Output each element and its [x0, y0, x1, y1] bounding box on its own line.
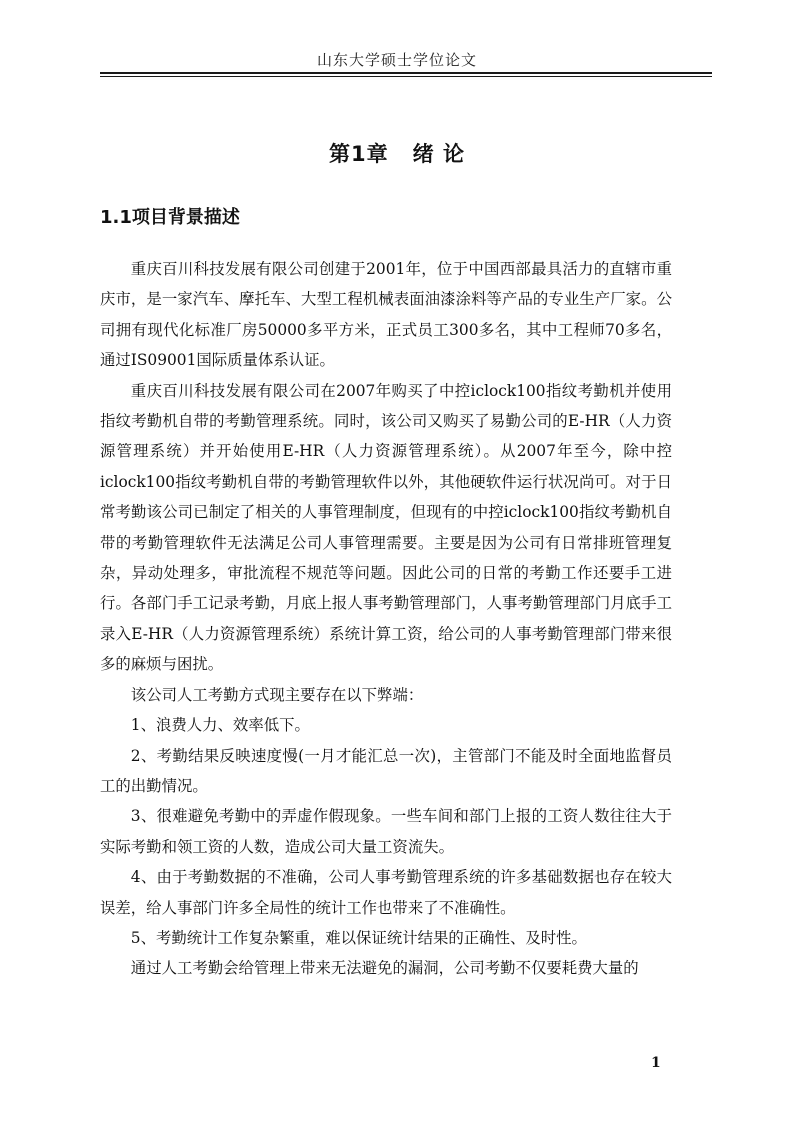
body-text — [100, 254, 672, 984]
running-header: 山东大学硕士学位论文 — [316, 51, 477, 69]
paragraph: 通过人工考勤会给管理上带来无法避免的漏洞，公司考勤不仅要耗费大量的 — [130, 959, 639, 978]
paragraph: 重庆百川科技发展有限公司创建于2001年，位于中国西部最具活力的直辖市重庆市，是一家汽车、摩托车、大型工程机械表面油漆涂料等产品的专业生产厂家。公司拥有现代化标准厂房50000多平方米，正式员工300多名，其中工程师70多名，通过IS09001国际质量体系认证。 — [100, 260, 672, 370]
list-item: 4、由于考勤数据的不准确，公司人事考勤管理系统的许多基础数据也存在较大误差，给人事部门许多全局性的统计工作也带来了不准确性。 — [100, 868, 672, 917]
header-rule-thin — [100, 76, 712, 77]
paragraph: 重庆百川科技发展有限公司在2007年购买了中控iclock100指纹考勤机并使用指纹考勤机自带的考勤管理系统。同时，该公司又购买了易勤公司的E-HR（人力资源管理系统）并开始使用E-HR（人力资源管理系统）。从2007年至今，除中控iclock100指纹考勤机自带的考勤管理软件以外，其他硬软件运行状况尚可。对于日常考勤该公司已制定了相关的人事管理制度，但现有的中控iclock100指纹考勤机自带的考勤管理软件无法满足公司人事管理需要。主要是因为公司有日常排班管理复杂，异动处理多，审批流程不规范等问题。因此公司的日常的考勤工作还要手工进行。各部门手工记录考勤，月底上报人事考勤管理部门，人事考勤管理部门月底手工录入E-HR（人力资源管理系统）系统计算工资，给公司的人事考勤管理部门带来很多的麻烦与困扰。 — [100, 381, 672, 674]
list-item: 2、考勤结果反映速度慢(一月才能汇总一次)，主管部门不能及时全面地监督员工的出勤情况。 — [100, 746, 672, 795]
chapter-number: 第1章 — [329, 142, 389, 166]
list-item: 1、浪费人力、效率低下。 — [130, 716, 310, 735]
chapter-title — [0, 138, 794, 168]
section-heading: 1.1项目背景描述 — [100, 207, 240, 228]
header-rule — [100, 72, 712, 74]
chapter-name: 绪 论 — [412, 142, 465, 166]
list-item: 3、很难避免考勤中的弄虚作假现象。一些车间和部门上报的工资人数往往大于实际考勤和领工资的人数，造成公司大量工资流失。 — [100, 807, 672, 856]
page-number: 1 — [651, 1055, 661, 1071]
paragraph: 该公司人工考勤方式现主要存在以下弊端： — [130, 685, 424, 704]
list-item: 5、考勤统计工作复杂繁重，难以保证统计结果的正确性、及时性。 — [130, 928, 587, 947]
